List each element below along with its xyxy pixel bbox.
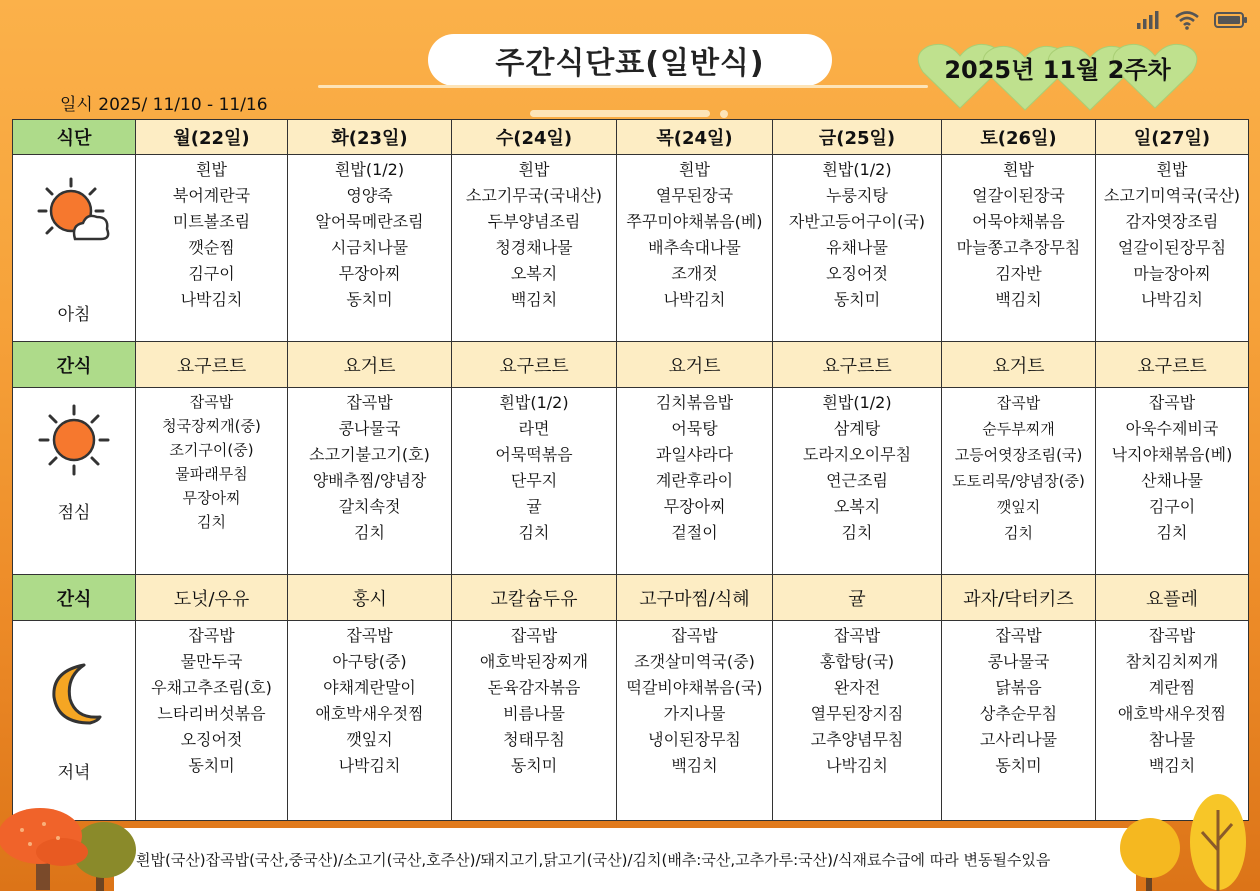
menu-item: 흰밥(1/2)	[334, 160, 405, 179]
menu-cell	[288, 388, 452, 575]
menu-cell	[773, 621, 942, 821]
menu-item: 나박김치	[826, 756, 888, 775]
menu-item: 흰밥(1/2)	[822, 160, 892, 179]
menu-item: 두부양념조림	[487, 212, 581, 231]
menu-item: 순두부찌개	[982, 420, 1055, 438]
menu-item: 쭈꾸미야채볶음(베)	[626, 212, 763, 231]
menu-item: 깻순찜	[188, 238, 235, 257]
menu-item: 잡곡밥	[995, 626, 1042, 645]
menu-cell	[942, 155, 1096, 342]
menu-item: 동치미	[346, 290, 393, 309]
menu-item: 동치미	[188, 756, 235, 775]
menu-item: 고등어엿장조림(국)	[954, 446, 1083, 464]
sun-icon	[13, 404, 135, 476]
menu-item: 양배추찜/양념장	[312, 471, 427, 490]
header-day: 일(27일)	[1096, 120, 1249, 155]
meal-label: 아침	[57, 305, 91, 325]
menu-item: 백김치	[671, 756, 718, 775]
menu-item: 김구이	[188, 264, 235, 283]
menu-cell	[1096, 155, 1249, 342]
menu-item: 청경채나물	[495, 238, 573, 257]
menu-item: 깻잎지	[346, 730, 393, 749]
meal-label: 점심	[57, 503, 91, 523]
autumn-tree-left-icon	[0, 800, 140, 891]
menu-item: 홍합탕(국)	[819, 652, 895, 671]
menu-cell	[136, 388, 288, 575]
menu-item: 열무된장국	[655, 186, 734, 205]
menu-item: 잡곡밥	[189, 393, 234, 411]
menu-item: 닭볶음	[995, 678, 1042, 697]
menu-item: 겉절이	[671, 523, 718, 542]
menu-item: 떡갈비야채볶음(국)	[626, 678, 763, 697]
menu-item: 우채고추조림(호)	[151, 678, 272, 697]
dinner-row	[13, 621, 1249, 821]
menu-item: 잡곡밥	[346, 393, 393, 412]
menu-item: 계란후라이	[655, 471, 734, 490]
footer-note: 흰밥(국산)잡곡밥(국산,중국산)/소고기(국산,호주산)/돼지고기,닭고기(국산)/김치(배추:국산,고추가루:국산)/식재료수급에 따라 변동될수있음	[136, 851, 1051, 869]
menu-item: 소고기무국(국내산)	[465, 186, 603, 205]
menu-item: 소고기불고기(호)	[309, 445, 430, 464]
menu-cell	[617, 621, 773, 821]
menu-item: 흰밥	[518, 160, 550, 179]
header-day: 수(24일)	[452, 120, 617, 155]
menu-item: 산채나물	[1141, 471, 1203, 490]
menu-item: 마늘쫑고추장무침	[956, 238, 1081, 257]
snack-item: 요구르트	[136, 342, 288, 388]
menu-cell	[288, 621, 452, 821]
menu-cell	[942, 621, 1096, 821]
menu-item: 청태무침	[503, 730, 565, 749]
menu-item: 삼계탕	[833, 419, 881, 438]
menu-item: 잡곡밥	[671, 626, 718, 645]
signal-icon	[1136, 10, 1160, 30]
menu-item: 북어계란국	[172, 186, 251, 205]
header-day: 월(22일)	[136, 120, 288, 155]
menu-item: 나박김치	[338, 756, 401, 775]
snack-item: 도넛/우유	[136, 575, 288, 621]
menu-item: 미트볼조림	[172, 212, 251, 231]
menu-item: 오징어젓	[826, 264, 888, 283]
menu-item: 흰밥	[196, 160, 227, 179]
snack-item: 요거트	[942, 342, 1096, 388]
snack-item: 요거트	[288, 342, 452, 388]
header-day: 토(26일)	[942, 120, 1096, 155]
menu-item: 애호박새우젓찜	[1117, 704, 1227, 723]
menu-item: 배추속대나물	[648, 238, 741, 257]
menu-item: 냉이된장무침	[648, 730, 741, 749]
menu-item: 오징어젓	[180, 730, 243, 749]
menu-item: 흰밥	[679, 160, 710, 179]
menu-item: 흰밥	[1156, 160, 1188, 179]
menu-item: 청국장찌개(중)	[162, 417, 261, 435]
menu-cell	[452, 388, 617, 575]
menu-item: 알어묵메란조림	[315, 212, 424, 231]
menu-item: 백김치	[1148, 756, 1196, 775]
menu-item: 도토리묵/양념장(중)	[952, 472, 1085, 490]
menu-cell	[773, 388, 942, 575]
menu-item: 잡곡밥	[1148, 393, 1196, 412]
menu-item: 깻잎지	[996, 498, 1041, 516]
meal-label: 저녁	[57, 763, 91, 783]
menu-item: 시금치나물	[330, 238, 409, 257]
menu-item: 도라지오이무침	[802, 445, 912, 464]
menu-item: 동치미	[833, 290, 881, 309]
menu-item: 완자전	[833, 678, 881, 697]
menu-item: 상추순무침	[979, 704, 1058, 723]
menu-item: 마늘장아찌	[1133, 264, 1211, 283]
header-day: 화(23일)	[288, 120, 452, 155]
snack-label: 간식	[13, 575, 136, 621]
meal-label-cell	[13, 155, 136, 342]
decor-bar	[530, 110, 710, 117]
menu-item: 아욱수제비국	[1125, 419, 1219, 438]
menu-item: 잡곡밥	[188, 626, 235, 645]
snack-row	[13, 342, 1249, 388]
breakfast-row	[13, 155, 1249, 342]
snack-item: 요구르트	[1096, 342, 1249, 388]
lunch-row	[13, 388, 1249, 575]
menu-cell	[288, 155, 452, 342]
menu-item: 나박김치	[1141, 290, 1203, 309]
menu-item: 야채계란말이	[323, 678, 416, 697]
menu-item: 얼갈이된장국	[972, 186, 1065, 205]
snack-item: 요플레	[1096, 575, 1249, 621]
menu-item: 백김치	[510, 290, 558, 309]
menu-cell	[452, 155, 617, 342]
menu-item: 무장아찌	[663, 497, 726, 516]
menu-item: 조갯살미역국(중)	[634, 652, 755, 671]
menu-item: 얼갈이된장무침	[1117, 238, 1227, 257]
meal-label-cell	[13, 388, 136, 575]
menu-item: 잡곡밥	[510, 626, 558, 645]
snack-row	[13, 575, 1249, 621]
menu-item: 애호박된장찌개	[479, 652, 589, 671]
menu-cell	[136, 155, 288, 342]
menu-item: 감자엿장조림	[1125, 212, 1219, 231]
date-range: 일시 2025/ 11/10 - 11/16	[60, 95, 268, 115]
menu-item: 참치김치찌개	[1125, 652, 1219, 671]
menu-item: 어묵탕	[671, 419, 718, 438]
menu-item: 고사리나물	[979, 730, 1058, 749]
menu-cell	[773, 155, 942, 342]
header-day: 목(24일)	[617, 120, 773, 155]
menu-item: 갈치속젓	[338, 497, 401, 516]
menu-item: 김치볶음밥	[655, 393, 734, 412]
menu-item: 물파래무침	[175, 465, 248, 483]
menu-item: 흰밥	[1003, 160, 1034, 179]
menu-item: 어묵떡볶음	[495, 445, 573, 464]
status-bar	[1136, 10, 1248, 30]
menu-cell	[617, 155, 773, 342]
menu-item: 단무지	[510, 471, 558, 490]
menu-item: 김치	[197, 513, 226, 531]
menu-item: 자반고등어구이(국)	[788, 212, 926, 231]
battery-icon	[1214, 11, 1248, 29]
menu-item: 과일샤라다	[655, 445, 734, 464]
menu-item: 열무된장지짐	[810, 704, 904, 723]
menu-item: 나박김치	[180, 290, 243, 309]
menu-item: 오복지	[833, 497, 881, 516]
menu-item: 물만두국	[180, 652, 243, 671]
menu-item: 아구탕(중)	[332, 652, 407, 671]
menu-item: 참나물	[1148, 730, 1196, 749]
menu-item: 느타리버섯볶음	[157, 704, 266, 723]
menu-item: 가지나물	[663, 704, 726, 723]
menu-cell	[136, 621, 288, 821]
title-underline	[318, 85, 928, 88]
menu-item: 흰밥(1/2)	[499, 393, 569, 412]
menu-item: 소고기미역국(국산)	[1103, 186, 1241, 205]
menu-item: 조기구이(중)	[169, 441, 254, 459]
snack-item: 고구마찜/식혜	[617, 575, 773, 621]
header-row	[13, 120, 1249, 155]
menu-item: 콩나물국	[338, 419, 401, 438]
page-title: 주간식단표(일반식)	[428, 34, 832, 86]
menu-item: 잡곡밥	[1148, 626, 1196, 645]
menu-item: 무장아찌	[182, 489, 241, 507]
menu-item: 김구이	[1148, 497, 1196, 516]
menu-item: 무장아찌	[338, 264, 401, 283]
menu-cell	[1096, 388, 1249, 575]
snack-label: 간식	[13, 342, 136, 388]
snack-item: 요구르트	[452, 342, 617, 388]
menu-item: 비름나물	[503, 704, 565, 723]
menu-table	[12, 119, 1249, 821]
menu-item: 흰밥(1/2)	[822, 393, 892, 412]
menu-item: 동치미	[510, 756, 558, 775]
snack-item: 홍시	[288, 575, 452, 621]
menu-item: 누룽지탕	[826, 186, 888, 205]
menu-item: 김치	[354, 523, 385, 542]
menu-item: 낙지야채볶음(베)	[1111, 445, 1233, 464]
menu-item: 고추양념무침	[810, 730, 904, 749]
snack-item: 요구르트	[773, 342, 942, 388]
menu-item: 잡곡밥	[833, 626, 881, 645]
menu-item: 잡곡밥	[996, 394, 1041, 412]
decor-dot	[720, 110, 728, 118]
menu-item: 애호박새우젓찜	[315, 704, 424, 723]
moon-icon	[13, 661, 135, 727]
menu-item: 김치	[841, 523, 873, 542]
autumn-tree-right-icon	[1110, 790, 1260, 891]
menu-item: 동치미	[995, 756, 1042, 775]
menu-item: 조개젓	[671, 264, 718, 283]
menu-item: 김자반	[995, 264, 1042, 283]
header-corner: 식단	[13, 120, 136, 155]
meal-label-cell	[13, 621, 136, 821]
snack-item: 귤	[773, 575, 942, 621]
menu-item: 나박김치	[663, 290, 726, 309]
menu-item: 유채나물	[826, 238, 888, 257]
menu-cell	[452, 621, 617, 821]
snack-item: 요거트	[617, 342, 773, 388]
menu-item: 어묵야채볶음	[972, 212, 1065, 231]
week-label: 2025년 11월 2주차	[944, 56, 1171, 84]
menu-item: 귤	[526, 497, 542, 516]
menu-item: 콩나물국	[987, 652, 1050, 671]
menu-item: 백김치	[995, 290, 1042, 309]
menu-item: 잡곡밥	[346, 626, 393, 645]
menu-item: 영양죽	[346, 186, 393, 205]
menu-item: 계란찜	[1148, 678, 1196, 697]
snack-item: 고칼슘두유	[452, 575, 617, 621]
sun-cloud-icon	[13, 177, 135, 247]
menu-item: 김치	[1004, 524, 1033, 542]
menu-cell	[942, 388, 1096, 575]
menu-item: 연근조림	[826, 471, 888, 490]
header-day: 금(25일)	[773, 120, 942, 155]
menu-item: 김치	[518, 523, 550, 542]
menu-item: 라면	[518, 419, 550, 438]
menu-item: 김치	[1156, 523, 1188, 542]
menu-item: 돈육감자볶음	[487, 678, 581, 697]
menu-cell	[617, 388, 773, 575]
snack-item: 과자/닥터키즈	[942, 575, 1096, 621]
menu-item: 오복지	[510, 264, 558, 283]
wifi-icon	[1174, 10, 1200, 30]
